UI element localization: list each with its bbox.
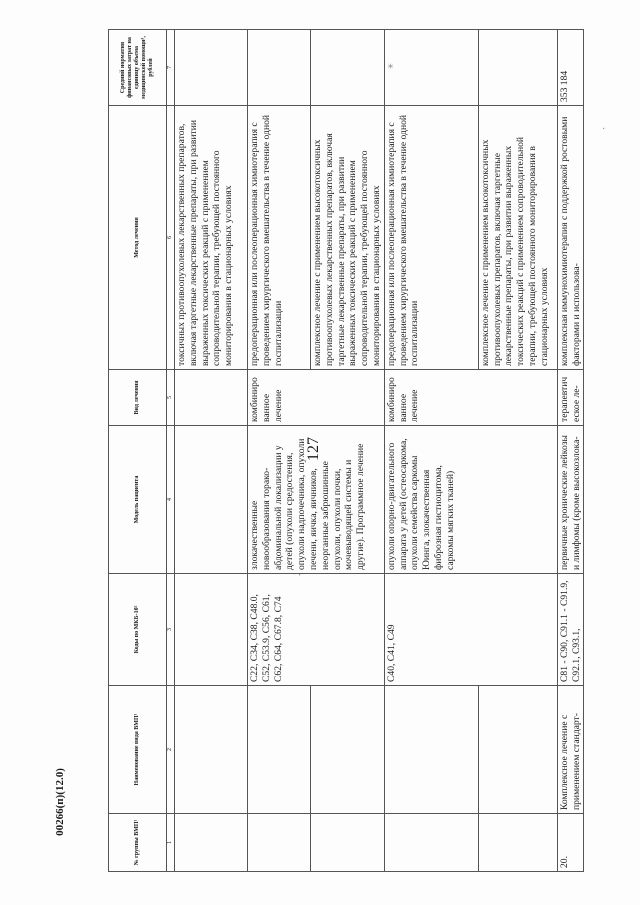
cell-cost: [248, 30, 311, 106]
cell-model: первичные хронические лейкозы и лимфомы (кроме высокозлока-: [557, 426, 584, 574]
cell-model: опухоли опорно-двигательного аппарата у детей (остеосаркома, опухоли семейства саркомы Юинга, злокачественная фиброзная гистиоцитома, саркомы мягких тканей): [384, 426, 557, 574]
cell-name: [248, 686, 311, 814]
cell-cost: [175, 30, 248, 106]
rotated-table-container: [108, 30, 582, 872]
table-header-row: [109, 30, 167, 872]
cell-method: предоперационная или послеоперационная химиотерапия с проведением хирургического вмешательства в течение одной госпитализации: [248, 106, 311, 370]
cell-cost: [384, 30, 478, 106]
header-icd-codes: Коды по МКБ-10²: [109, 574, 167, 686]
column-number: 1: [167, 814, 175, 872]
cell-group: [248, 814, 311, 872]
cell-group: [384, 814, 478, 872]
cell-codes: C40, C41, C49: [384, 574, 557, 686]
header-vmp-name: Наименование вида ВМП¹: [109, 686, 167, 814]
column-number: 6: [167, 106, 175, 370]
cell-type: терапевтическое ле-: [557, 370, 584, 426]
cell-group: 20.: [557, 814, 584, 872]
cell-codes: C22, C34, C38, C48.0, C52, C53.9, C56, C61, C62, C64, C67.8, C74: [248, 574, 385, 686]
column-number: 3: [167, 574, 175, 686]
table-row: [384, 30, 478, 872]
column-number-row: [167, 30, 175, 872]
cell-group: [478, 814, 557, 872]
document-code: 00266(п)(12.0): [54, 768, 66, 836]
cell-method: комплексная иммунохимиотерапия с поддержкой ростовыми факторами и использова-: [557, 106, 584, 370]
cell-type: комбинированное лечение: [384, 370, 557, 426]
cell-codes: C81 - C90, C91.1 - C91.9, C92.1, C93.1,: [557, 574, 584, 686]
cell-group: [175, 814, 248, 872]
table-row: [175, 30, 248, 872]
table-row: [557, 30, 584, 872]
scan-artifact: ·: [602, 124, 606, 135]
cell-type: комбинированное лечение: [248, 370, 385, 426]
cell-cost: [311, 30, 385, 106]
cell-method: предоперационная или послеоперационная химиотерапия с проведением хирургического вмешательства в течение одной госпитализации: [384, 106, 478, 370]
cell-name: [384, 686, 478, 814]
cell-model: [175, 426, 248, 574]
cell-type: [175, 370, 248, 426]
cell-group: [311, 814, 385, 872]
cell-method: комплексное лечение с применением высокотоксичных противоопухолевых лекарственных препаратов, включая таргетные лекарственные препараты, при развитии выраженных токсических реакций с применением сопроводительной терапии, требующей постоянного мониторирования в стационарных условиях: [311, 106, 385, 370]
header-group-no: № группы ВМП¹: [109, 814, 167, 872]
scan-artifact: ʻ: [298, 572, 302, 583]
cell-cost: 353 184: [557, 30, 584, 106]
cell-name: [478, 686, 557, 814]
cell-cost: [478, 30, 557, 106]
cell-method: токсичных противоопухолевых лекарственных препаратов, включая таргетные лекарственные препараты, при развитии выраженных токсических реакций с применением сопроводительной терапии, требующей постоянного мониторирования в стационарных условиях: [175, 106, 248, 370]
header-treatment-type: Вид лечения: [109, 370, 167, 426]
column-number: 4: [167, 426, 175, 574]
cell-codes: [175, 574, 248, 686]
column-number: 5: [167, 370, 175, 426]
header-patient-model: Модель пациента: [109, 426, 167, 574]
table-row: [248, 30, 311, 872]
cell-name: [175, 686, 248, 814]
header-treatment-method: Метод лечения: [109, 106, 167, 370]
table-frame: [108, 30, 582, 872]
page-number: 127: [305, 437, 322, 461]
cell-name: [311, 686, 385, 814]
scan-artifact: ⁎: [388, 60, 393, 71]
cell-method: комплексное лечение с применением высокотоксичных противоопухолевых препаратов, включая таргетные лекарственные препараты, при развитии выраженных токсических реакций с применением сопроводительной терапии, требующей постоянного мониторирования в стационарных условиях: [478, 106, 557, 370]
header-avg-cost: Средний норматив финансовых затрат на единицу объема медицинской помощи³, рублей: [109, 30, 167, 106]
cell-name: Комплексное лечение с применением стандарт-: [557, 686, 584, 814]
column-number: 7: [167, 30, 175, 106]
vmp-table: [108, 29, 584, 872]
column-number: 2: [167, 686, 175, 814]
cell-model: злокачественные новообразования торако-абдоминальной локализации у детей (опухоли средостения, опухоли надпочечника, опухоли печени, яичка, яичников, неорганные забрюшинные опухоли, опухоли почки, мочевыводящей системы и другие). Программное лечение: [248, 426, 385, 574]
